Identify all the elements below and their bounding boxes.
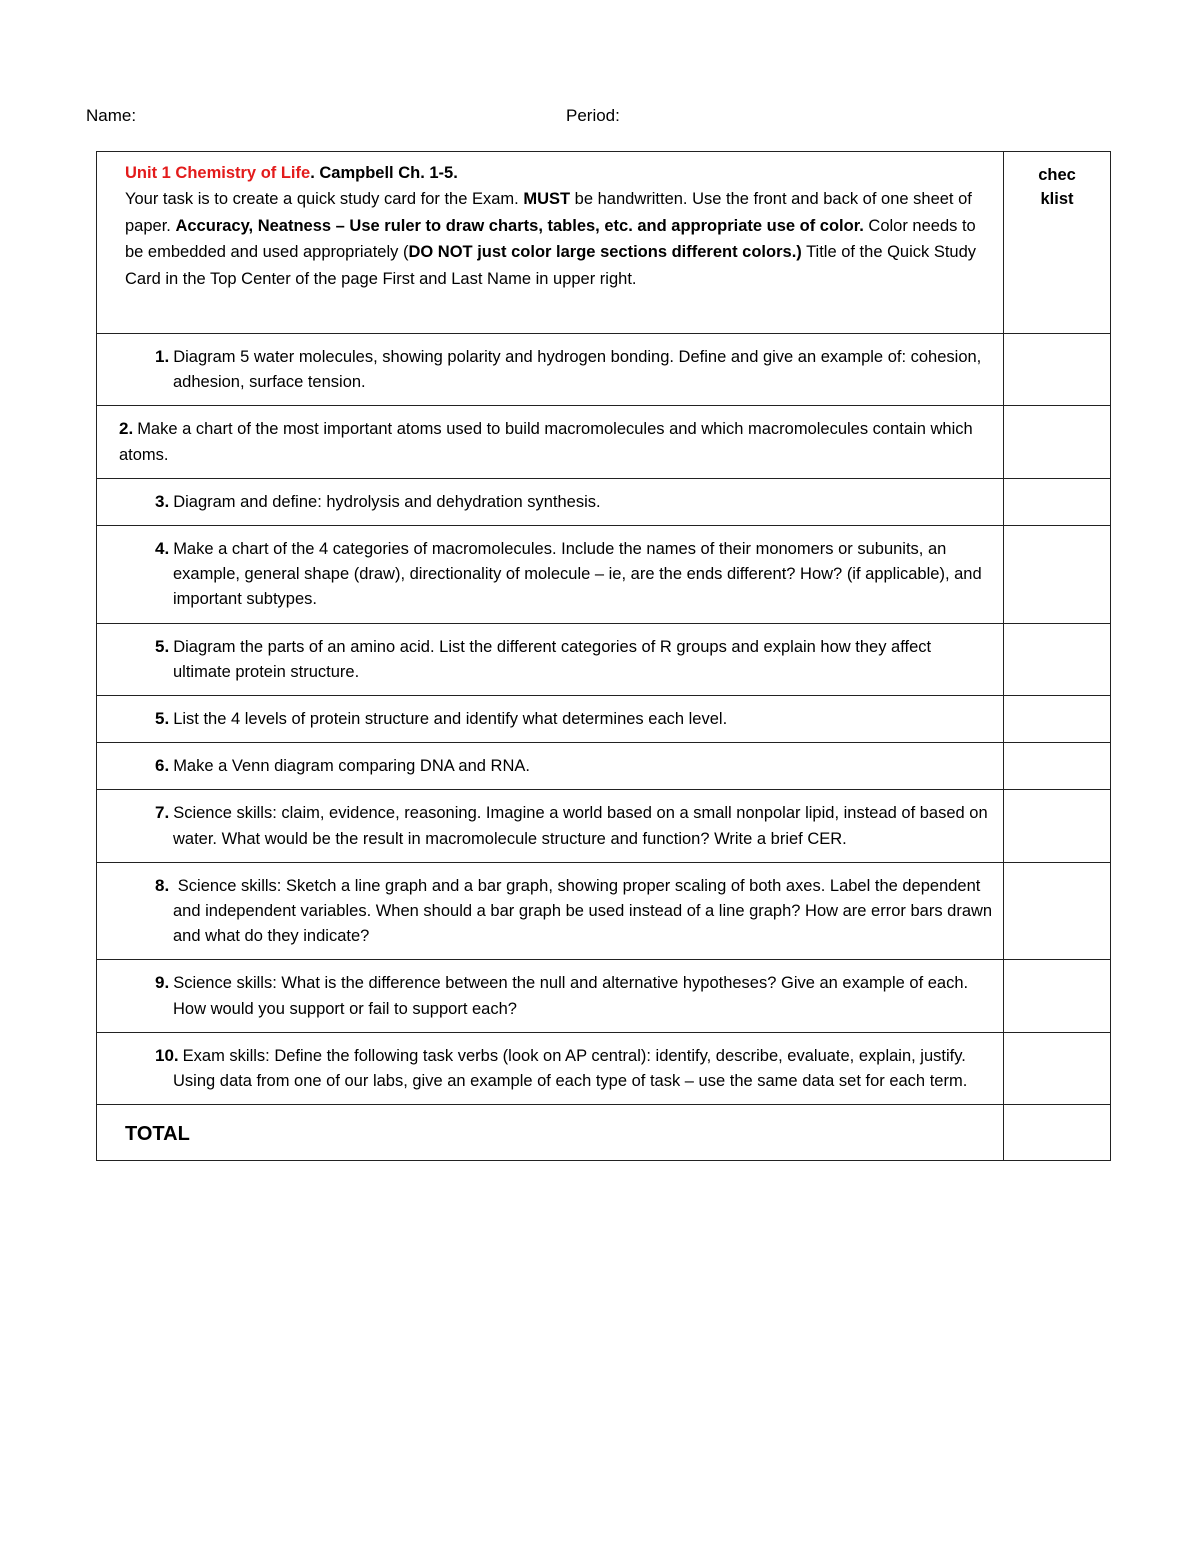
checklist-cell[interactable] [1004, 862, 1111, 960]
task-text: Science skills: What is the difference between the null and alternative hypotheses? Give an example of each. How would you support or fail to support each? [173, 974, 969, 1018]
task-text: Science skills: Sketch a line graph and a bar graph, showing proper scaling of both axes. Label the dependent and independent variables. When should a bar graph be used instead of a line graph? How are error bars drawn and what do they indicate? [173, 876, 993, 946]
intro-text-1: Your task is to create a quick study card for the Exam. [125, 190, 524, 209]
task-cell [97, 743, 1004, 790]
task-number: 10. [155, 1045, 179, 1065]
task-row [97, 1032, 1111, 1104]
task-text: Make a chart of the most important atoms used to build macromolecules and which macromolecules contain which atoms. [119, 420, 973, 464]
task-cell [97, 862, 1004, 960]
task-number: 5. [155, 709, 170, 729]
task-number: 3. [155, 491, 170, 511]
task-number: 2. [119, 419, 134, 439]
checklist-header-cell [1004, 152, 1111, 334]
task-cell [97, 696, 1004, 743]
task-number: 8. [155, 875, 170, 895]
intro-cell [97, 152, 1004, 334]
task-cell [97, 960, 1004, 1032]
task-number: 5. [155, 636, 170, 656]
task-text: Make a Venn diagram comparing DNA and RNA. [173, 757, 530, 776]
task-row [97, 696, 1111, 743]
checklist-cell[interactable] [1004, 790, 1111, 862]
task-text: Diagram 5 water molecules, showing polarity and hydrogen bonding. Define and give an example of: cohesion, adhesion, surface tension. [173, 348, 982, 392]
total-checklist-cell[interactable] [1004, 1105, 1111, 1161]
total-label: TOTAL [97, 1105, 1004, 1161]
intro-text-3: Color needs to be embedded and used appropriately ( [125, 216, 976, 262]
unit-chapters: . Campbell Ch. 1-5. [310, 164, 458, 182]
task-row [97, 623, 1111, 695]
intro-row [97, 152, 1111, 334]
task-number: 9. [155, 973, 170, 993]
task-cell [97, 478, 1004, 525]
task-cell [97, 1032, 1004, 1104]
intro-text-2: be handwritten. Use the front and back of one sheet of paper. [125, 190, 972, 235]
task-text: Diagram and define: hydrolysis and dehydration synthesis. [173, 492, 601, 511]
task-text: List the 4 levels of protein structure and identify what determines each level. [173, 710, 728, 729]
checklist-cell[interactable] [1004, 334, 1111, 406]
task-text: Science skills: claim, evidence, reasoning. Imagine a world based on a small nonpolar lipid, instead of based on water. What would be the result in macromolecule structure and function? Write a brief CER. [173, 804, 988, 848]
task-number: 7. [155, 803, 170, 823]
task-row [97, 478, 1111, 525]
task-row [97, 790, 1111, 862]
intro-must: MUST [523, 190, 571, 209]
task-row [97, 406, 1111, 478]
task-text: Make a chart of the 4 categories of macromolecules. Include the names of their monomers or subunits, an example, general shape (draw), directionality of molecule – ie, are the ends different? How? (if applicable), and important subtypes. [173, 540, 982, 609]
checklist-cell[interactable] [1004, 478, 1111, 525]
task-cell [97, 334, 1004, 406]
task-row [97, 334, 1111, 406]
checklist-cell[interactable] [1004, 696, 1111, 743]
assignment-table [96, 151, 1111, 1161]
checklist-cell[interactable] [1004, 960, 1111, 1032]
task-number: 4. [155, 539, 170, 559]
task-number: 6. [155, 756, 170, 776]
task-row [97, 862, 1111, 960]
task-row [97, 960, 1111, 1032]
unit-title: Unit 1 Chemistry of Life [125, 164, 311, 182]
task-text: Exam skills: Define the following task verbs (look on AP central): identify, describe, evaluate, explain, justify. Using data from one of our labs, give an example of each type of task – use the same data set for each term. [173, 1046, 968, 1091]
task-text: Diagram the parts of an amino acid. List the different categories of R groups and explain how they affect ultimate protein structure. [173, 637, 932, 681]
task-number: 1. [155, 347, 170, 366]
checklist-cell[interactable] [1004, 743, 1111, 790]
checklist-cell[interactable] [1004, 1032, 1111, 1104]
checklist-cell[interactable] [1004, 623, 1111, 695]
task-row [97, 743, 1111, 790]
task-row [97, 526, 1111, 624]
intro-bold-1: Accuracy, Neatness – Use ruler to draw charts, tables, etc. and appropriate use of color. [175, 216, 864, 235]
total-row [97, 1105, 1111, 1161]
name-label: Name: [86, 106, 137, 125]
checklist-cell[interactable] [1004, 526, 1111, 624]
period-label: Period: [566, 106, 620, 125]
intro-text-4: Title of the Quick Study Card in the Top Center of the page First and Last Name in upper right. [125, 243, 977, 288]
checklist-cell[interactable] [1004, 406, 1111, 478]
intro-bold-2: DO NOT just color large sections different colors.) [408, 243, 802, 262]
task-cell [97, 526, 1004, 624]
checklist-header: checklist [1038, 166, 1076, 208]
task-cell [97, 623, 1004, 695]
task-cell [97, 790, 1004, 862]
task-cell [97, 406, 1004, 478]
